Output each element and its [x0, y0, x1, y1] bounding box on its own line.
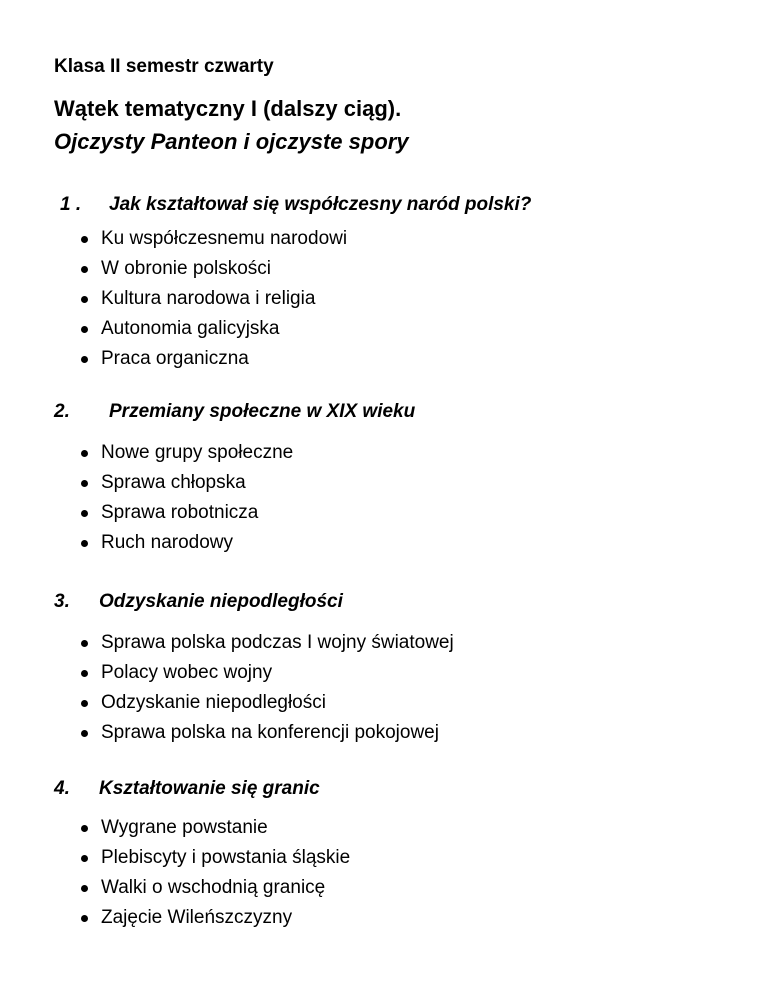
bullet-icon	[81, 296, 88, 303]
list-item: Sprawa chłopska	[0, 468, 768, 498]
bullet-list	[0, 438, 768, 558]
bullet-icon	[81, 855, 88, 862]
section-title: Jak kształtował się współczesny naród polski?	[109, 194, 532, 215]
list-item: Kultura narodowa i religia	[0, 284, 768, 314]
bullet-icon	[81, 510, 88, 517]
list-item: Walki o wschodnią granicę	[0, 873, 768, 903]
bullet-icon	[81, 825, 88, 832]
thread-title: Wątek tematyczny I (dalszy ciąg).	[54, 96, 402, 121]
list-item: Plebiscyty i powstania śląskie	[0, 843, 768, 873]
section-number: 4.	[54, 778, 70, 799]
section-title: Odzyskanie niepodległości	[99, 591, 343, 612]
bullet-icon	[81, 700, 88, 707]
bullet-icon	[81, 266, 88, 273]
section-heading	[0, 589, 768, 615]
bullet-list	[0, 628, 768, 748]
list-item: Autonomia galicyjska	[0, 314, 768, 344]
bullet-icon	[81, 540, 88, 547]
list-item: Nowe grupy społeczne	[0, 438, 768, 468]
bullet-icon	[81, 480, 88, 487]
section-2	[0, 399, 768, 558]
bullet-icon	[81, 326, 88, 333]
bullet-icon	[81, 730, 88, 737]
bullet-icon	[81, 670, 88, 677]
bullet-icon	[81, 236, 88, 243]
list-item: Wygrane powstanie	[0, 813, 768, 843]
bullet-icon	[81, 640, 88, 647]
list-item: Zajęcie Wileńszczyzny	[0, 903, 768, 933]
list-item: Sprawa polska podczas I wojny światowej	[0, 628, 768, 658]
section-number: 3.	[54, 591, 70, 612]
class-line: Klasa II semestr czwarty	[54, 56, 274, 77]
list-item: Ku współczesnemu narodowi	[0, 224, 768, 254]
section-title: Kształtowanie się granic	[99, 778, 320, 799]
section-heading	[0, 192, 768, 218]
bullet-icon	[81, 915, 88, 922]
list-item: Ruch narodowy	[0, 528, 768, 558]
list-item: Polacy wobec wojny	[0, 658, 768, 688]
bullet-icon	[81, 885, 88, 892]
list-item: Praca organiczna	[0, 344, 768, 374]
bullet-list	[0, 813, 768, 933]
list-item: Sprawa polska na konferencji pokojowej	[0, 718, 768, 748]
bullet-list	[0, 224, 768, 374]
thread-subtitle: Ojczysty Panteon i ojczyste spory	[54, 129, 409, 154]
bullet-icon	[81, 450, 88, 457]
section-3	[0, 589, 768, 748]
section-heading	[0, 776, 768, 802]
section-heading	[0, 399, 768, 425]
section-title: Przemiany społeczne w XIX wieku	[109, 401, 416, 422]
section-number: 1 .	[60, 194, 82, 215]
list-item: W obronie polskości	[0, 254, 768, 284]
list-item: Odzyskanie niepodległości	[0, 688, 768, 718]
section-number: 2.	[54, 401, 70, 422]
list-item: Sprawa robotnicza	[0, 498, 768, 528]
section-4	[0, 776, 768, 933]
section-1	[0, 192, 768, 374]
bullet-icon	[81, 356, 88, 363]
